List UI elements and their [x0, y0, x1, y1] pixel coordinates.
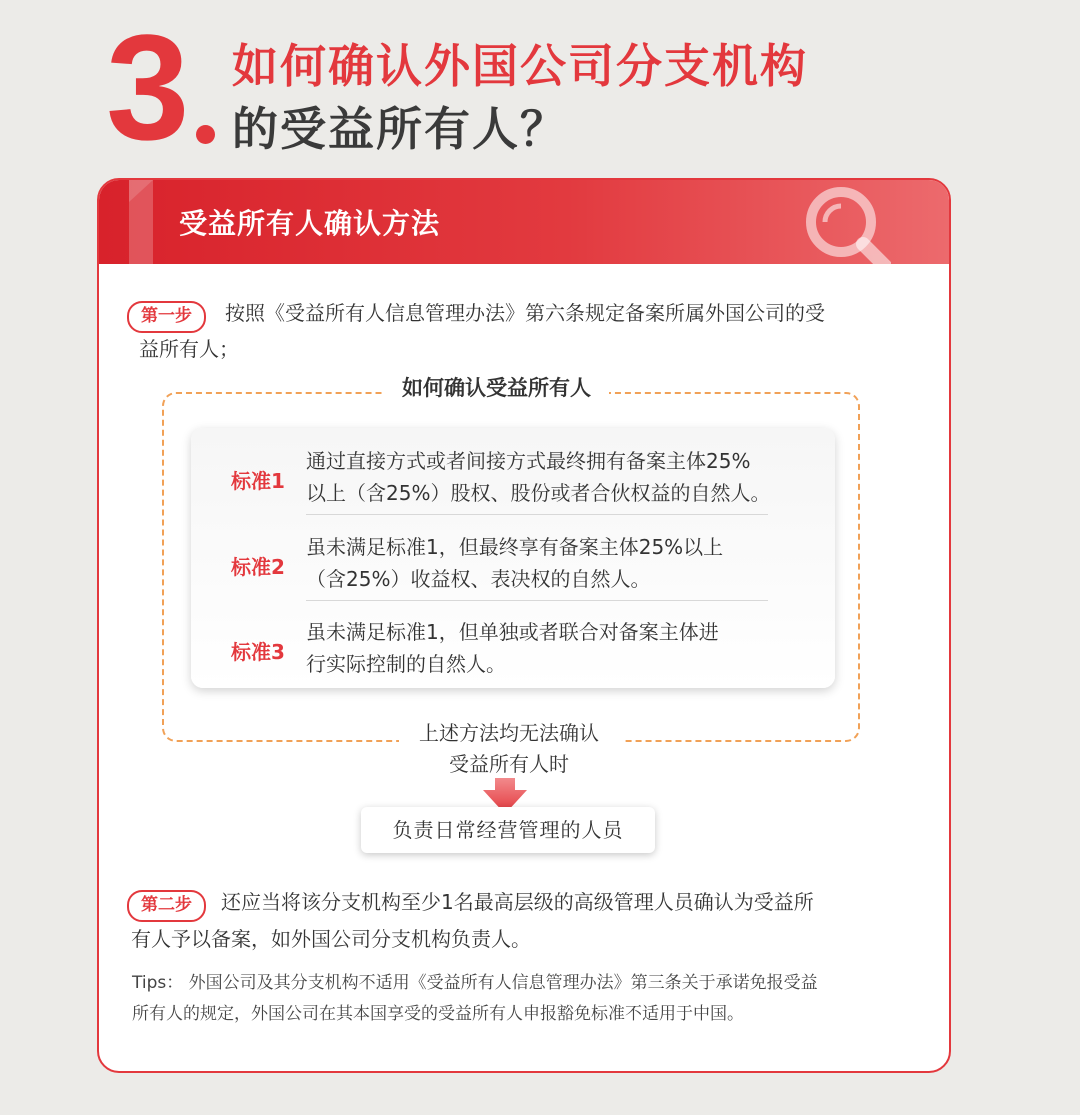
criteria-label: 标准3	[231, 640, 285, 664]
criteria-text-line: 虽未满足标准1，但最终享有备案主体25%以上	[306, 535, 724, 559]
section-number: 3	[106, 3, 186, 171]
step1-text-line2: 益所有人；	[139, 337, 239, 361]
tips-note	[132, 968, 912, 1030]
criteria-text-line: 以上（含25%）股权、股份或者合伙权益的自然人。	[306, 481, 771, 505]
criteria-panel	[191, 428, 835, 688]
criteria-label: 标准1	[231, 469, 285, 493]
criteria-text-line: （含25%）收益权、表决权的自然人。	[306, 567, 651, 591]
header-number-decoration	[117, 178, 153, 270]
magnifier-icon	[801, 182, 891, 268]
step2-badge: 第二步	[127, 890, 206, 922]
page-title-line2: 的受益所有人？	[232, 102, 568, 156]
tips-line1: Tips： 外国公司及其分支机构不适用《受益所有人信息管理办法》第三条关于承诺免报受益	[132, 973, 818, 993]
criteria-divider	[306, 514, 768, 515]
page-title-line1: 如何确认外国公司分支机构	[232, 39, 808, 93]
step2-text-line2: 有人予以备案，如外国公司分支机构负责人。	[131, 927, 531, 951]
section-number-dot	[196, 125, 215, 144]
criteria-text-line: 虽未满足标准1，但单独或者联合对备案主体进	[306, 620, 719, 644]
fallback-line1: 上述方法均无法确认	[419, 721, 599, 745]
step1-badge: 第一步	[127, 301, 206, 333]
criteria-title: 如何确认受益所有人	[384, 372, 609, 402]
step2-text-line1: 还应当将该分支机构至少1名最高层级的高级管理人员确认为受益所	[221, 890, 814, 914]
criteria-text-line: 行实际控制的自然人。	[306, 652, 506, 676]
result-box: 负责日常经营管理的人员	[361, 807, 655, 853]
fallback-line2: 受益所有人时	[449, 752, 569, 776]
card-header	[99, 180, 949, 264]
tips-line2: 所有人的规定，外国公司在其本国享受的受益所有人申报豁免标准不适用于中国。	[132, 1004, 744, 1024]
fallback-condition	[339, 718, 679, 780]
card-header-title: 受益所有人确认方法	[179, 207, 441, 240]
criteria-label: 标准2	[231, 555, 285, 579]
method-card	[97, 178, 951, 1073]
criteria-divider	[306, 600, 768, 601]
step1-text-line1: 按照《受益所有人信息管理办法》第六条规定备案所属外国公司的受	[225, 301, 825, 325]
criteria-text-line: 通过直接方式或者间接方式最终拥有备案主体25%	[306, 449, 751, 473]
